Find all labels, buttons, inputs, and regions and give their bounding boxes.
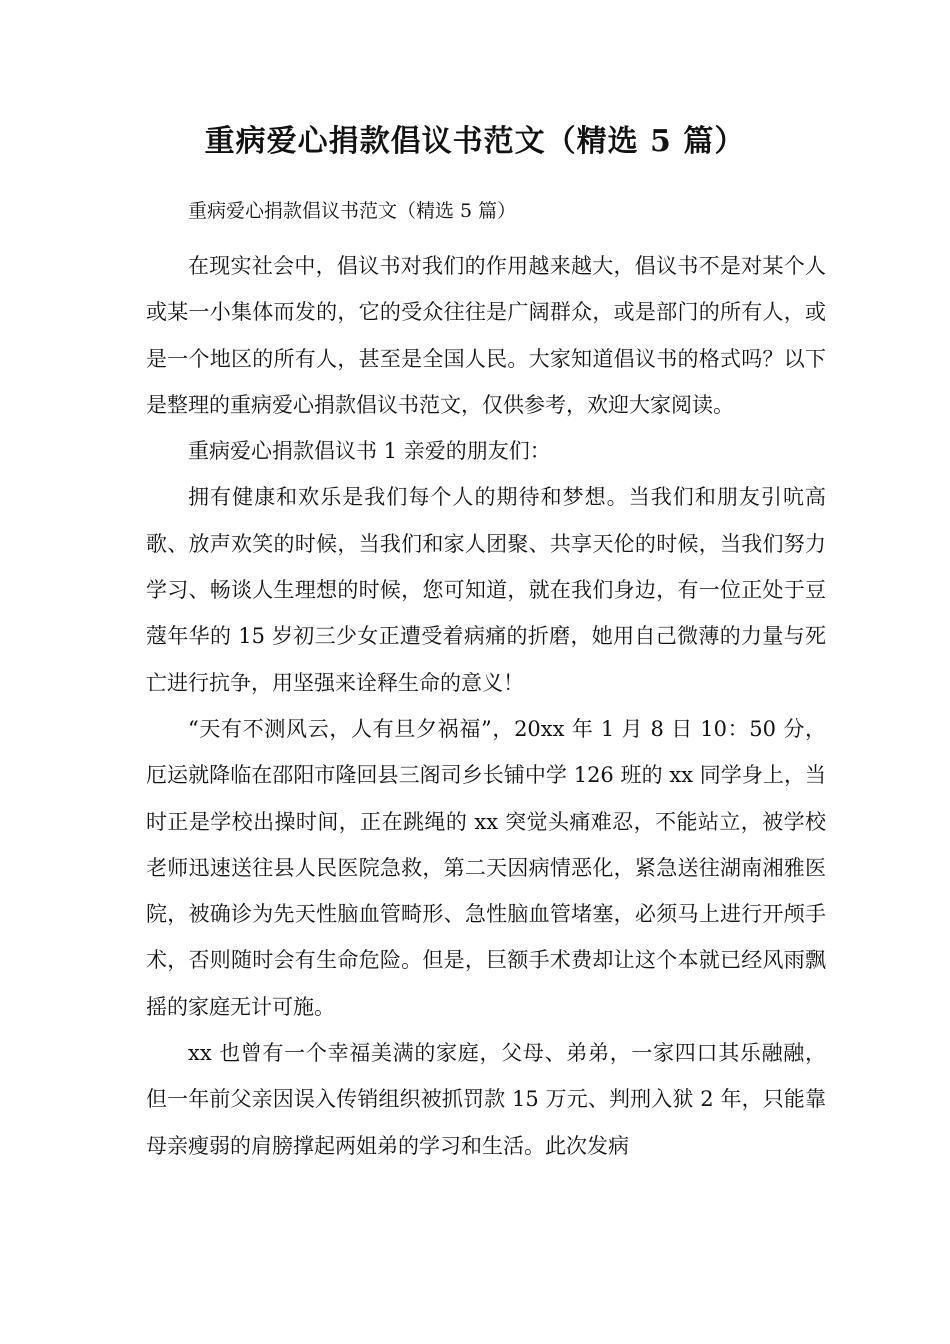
paragraph-salutation: 重病爱心捐款倡议书 1 亲爱的朋友们： <box>188 439 551 464</box>
document-subtitle: 重病爱心捐款倡议书范文（精选 5 篇） <box>188 200 517 222</box>
paragraph-body-2: “天有不测风云，人有旦夕祸福”，20xx 年 1 月 8 日 10：50 分，厄运就降临在邵阳市隆回县三阁司乡长铺中学 126 班的 xx 同学身上，当时正是学校出操时间，正在跳绳的 xx 突觉头痛难忍，不能站立，被学校老师迅速送往县人民医院急救，第二天因病情恶化，紧急送往湖南湘雅医院，被确诊为先天性脑血管畸形、急性脑血管堵塞，必须马上进行开颅手术，否则随时会有生命危险。但是，巨额手术费却让这个本就已经风雨飘摇的家庭无计可施。 <box>146 716 826 1019</box>
paragraph-body-3: xx 也曾有一个幸福美满的家庭，父母、弟弟，一家四口其乐融融，但一年前父亲因误入传销组织被抓罚款 15 万元、判刑入狱 2 年，只能靠母亲瘦弱的肩膀撑起两姐弟的学习和生活。此次发病 <box>146 1041 826 1158</box>
document-title: 重病爱心捐款倡议书范文（精选 5 篇） <box>204 124 746 159</box>
paragraph-body-1: 拥有健康和欢乐是我们每个人的期待和梦想。当我们和朋友引吭高歌、放声欢笑的时候，当我们和家人团聚、共享天伦的时候，当我们努力学习、畅谈人生理想的时候，您可知道，就在我们身边，有一位正处于豆蔻年华的 15 岁初三少女正遭受着病痛的折磨，她用自己微薄的力量与死亡进行抗争，用坚强来诠释生命的意义！ <box>146 485 826 695</box>
paragraph-intro: 在现实社会中，倡议书对我们的作用越来越大，倡议书不是对某个人或某一小集体而发的，它的受众往往是广阔群众，或是部门的所有人，或是一个地区的所有人，甚至是全国人民。大家知道倡议书的格式吗？以下是整理的重病爱心捐款倡议书范文，仅供参考，欢迎大家阅读。 <box>146 254 826 417</box>
document-body <box>146 243 826 1169</box>
